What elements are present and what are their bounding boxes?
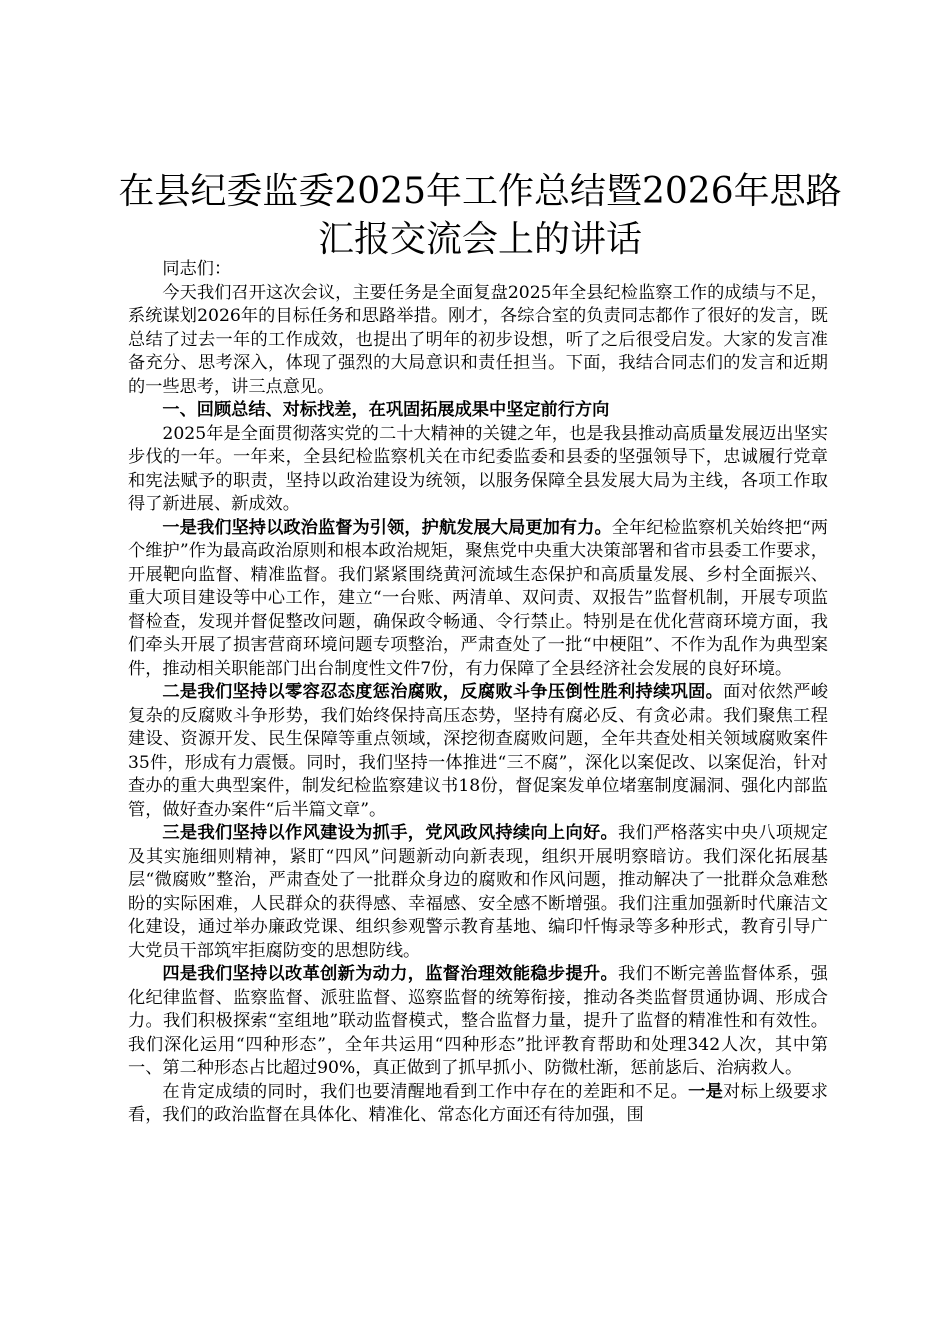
- intro-paragraph: 今天我们召开这次会议，主要任务是全面复盘2025年全县纪检监察工作的成绩与不足，系统谋划2026年的目标任务和思路举措。刚才，各综合室的负责同志都作了很好的发言，既总结了过去一年的工作成效，也提出了明年的初步设想，听了之后很受启发。大家的发言准备充分、思考深入，体现了强烈的大局意识和责任担当。下面，我结合同志们的发言和近期的一些思考，讲三点意见。: [128, 282, 828, 397]
- section-1-intro: 2025年是全面贯彻落实党的二十大精神的关键之年，也是我县推动高质量发展迈出坚实步伐的一年。一年来，全县纪检监察机关在市纪委监委和县委的坚强领导下，忠诚履行党章和宪法赋予的职责，坚持以政治建设为统领，以服务保障全县发展大局为主线，各项工作取得了新进展、新成效。: [128, 423, 828, 514]
- paragraph-point-4: [128, 963, 828, 1081]
- point-2-text: 面对依然严峻复杂的反腐败斗争形势，我们始终保持高压态势，坚持有腐必反、有贪必肃。我们聚焦工程建设、资源开发、民生保障等重点领域，深挖彻查腐败问题，全年共查处相关领域腐败案件35件，形成有力震慑。同时，我们坚持一体推进“三不腐”，深化以案促改、以案促治，针对查办的重大典型案件，制发纪检监察建议书18份，督促案发单位堵塞制度漏洞、强化内部监管，做好查办案件“后半篇文章”。: [128, 682, 828, 820]
- paragraph-shortcomings: [128, 1081, 828, 1128]
- point-1-text: 全年纪检监察机关始终把“两个维护”作为最高政治原则和根本政治规矩，聚焦党中央重大决策部署和省市县委工作要求，开展靶向监督、精准监督。我们紧紧围绕黄河流域生态保护和高质量发展、乡村全面振兴、重大项目建设等中心工作，建立“一台账、两清单、双问责、双报告”监督机制，开展专项监督检查，发现并督促整改问题，确保政令畅通、令行禁止。特别是在优化营商环境方面，我们牵头开展了损害营商环境问题专项整治，严肃查处了一批“中梗阻”、不作为乱作为典型案件，推动相关职能部门出台制度性文件7份，有力保障了全县经济社会发展的良好环境。: [128, 517, 828, 679]
- shortcomings-text-a: 在肯定成绩的同时，我们也要清醒地看到工作中存在的差距和不足。: [162, 1081, 689, 1102]
- salutation: 同志们：: [162, 259, 232, 279]
- paragraph-point-2: [128, 681, 828, 822]
- title-line-2: 汇报交流会上的讲话: [317, 219, 642, 260]
- point-3-lead: 三是我们坚持以作风建设为抓手，党风政风持续向上向好。: [162, 823, 619, 843]
- shortcomings-text-b: 对标上级要求看，我们的政治监督在具体化、精准化、常态化方面还有待加强，围: [128, 1081, 828, 1125]
- point-3-text: 我们严格落实中央八项规定及其实施细则精神，紧盯“四风”问题新动向新表现，组织开展明察暗访。我们深化拓展基层“微腐败”整治，严肃查处了一批群众身边的腐败和作风问题，推动解决了一批群众急难愁盼的实际困难，人民群众的获得感、幸福感、安全感不断增强。我们注重加强新时代廉洁文化建设，通过举办廉政党课、组织参观警示教育基地、编印忏悔录等多种形式，教育引导广大党员干部筑牢拒腐防变的思想防线。: [128, 823, 828, 961]
- document-title: [100, 168, 860, 264]
- paragraph-point-3: [128, 822, 828, 963]
- shortcomings-lead: 一是: [688, 1081, 724, 1102]
- point-4-text: 我们不断完善监督体系，强化纪律监督、监察监督、派驻监督、巡察监督的统筹衔接，推动各类监督贯通协调、形成合力。我们积极探索“室组地”联动监督模式，整合监督力量，提升了监督的精准性和有效性。我们深化运用“四种形态”，全年共运用“四种形态”批评教育帮助和处理342人次，其中第一、第二种形态占比超过90%，真正做到了抓早抓小、防微杜渐，惩前毖后、治病救人。: [128, 964, 828, 1078]
- document-body: [128, 258, 828, 1128]
- section-heading-1: 一、回顾总结、对标找差，在巩固拓展成果中坚定前行方向: [162, 400, 610, 420]
- point-4-lead: 四是我们坚持以改革创新为动力，监督治理效能稳步提升。: [162, 964, 619, 984]
- point-1-lead: 一是我们坚持以政治监督为引领，护航发展大局更加有力。: [162, 517, 612, 538]
- point-2-lead: 二是我们坚持以零容忍态度惩治腐败，反腐败斗争压倒性胜利持续巩固。: [162, 682, 724, 702]
- paragraph-point-1: [128, 517, 828, 682]
- title-line-1: 在县纪委监委2025年工作总结暨2026年思路: [118, 171, 842, 212]
